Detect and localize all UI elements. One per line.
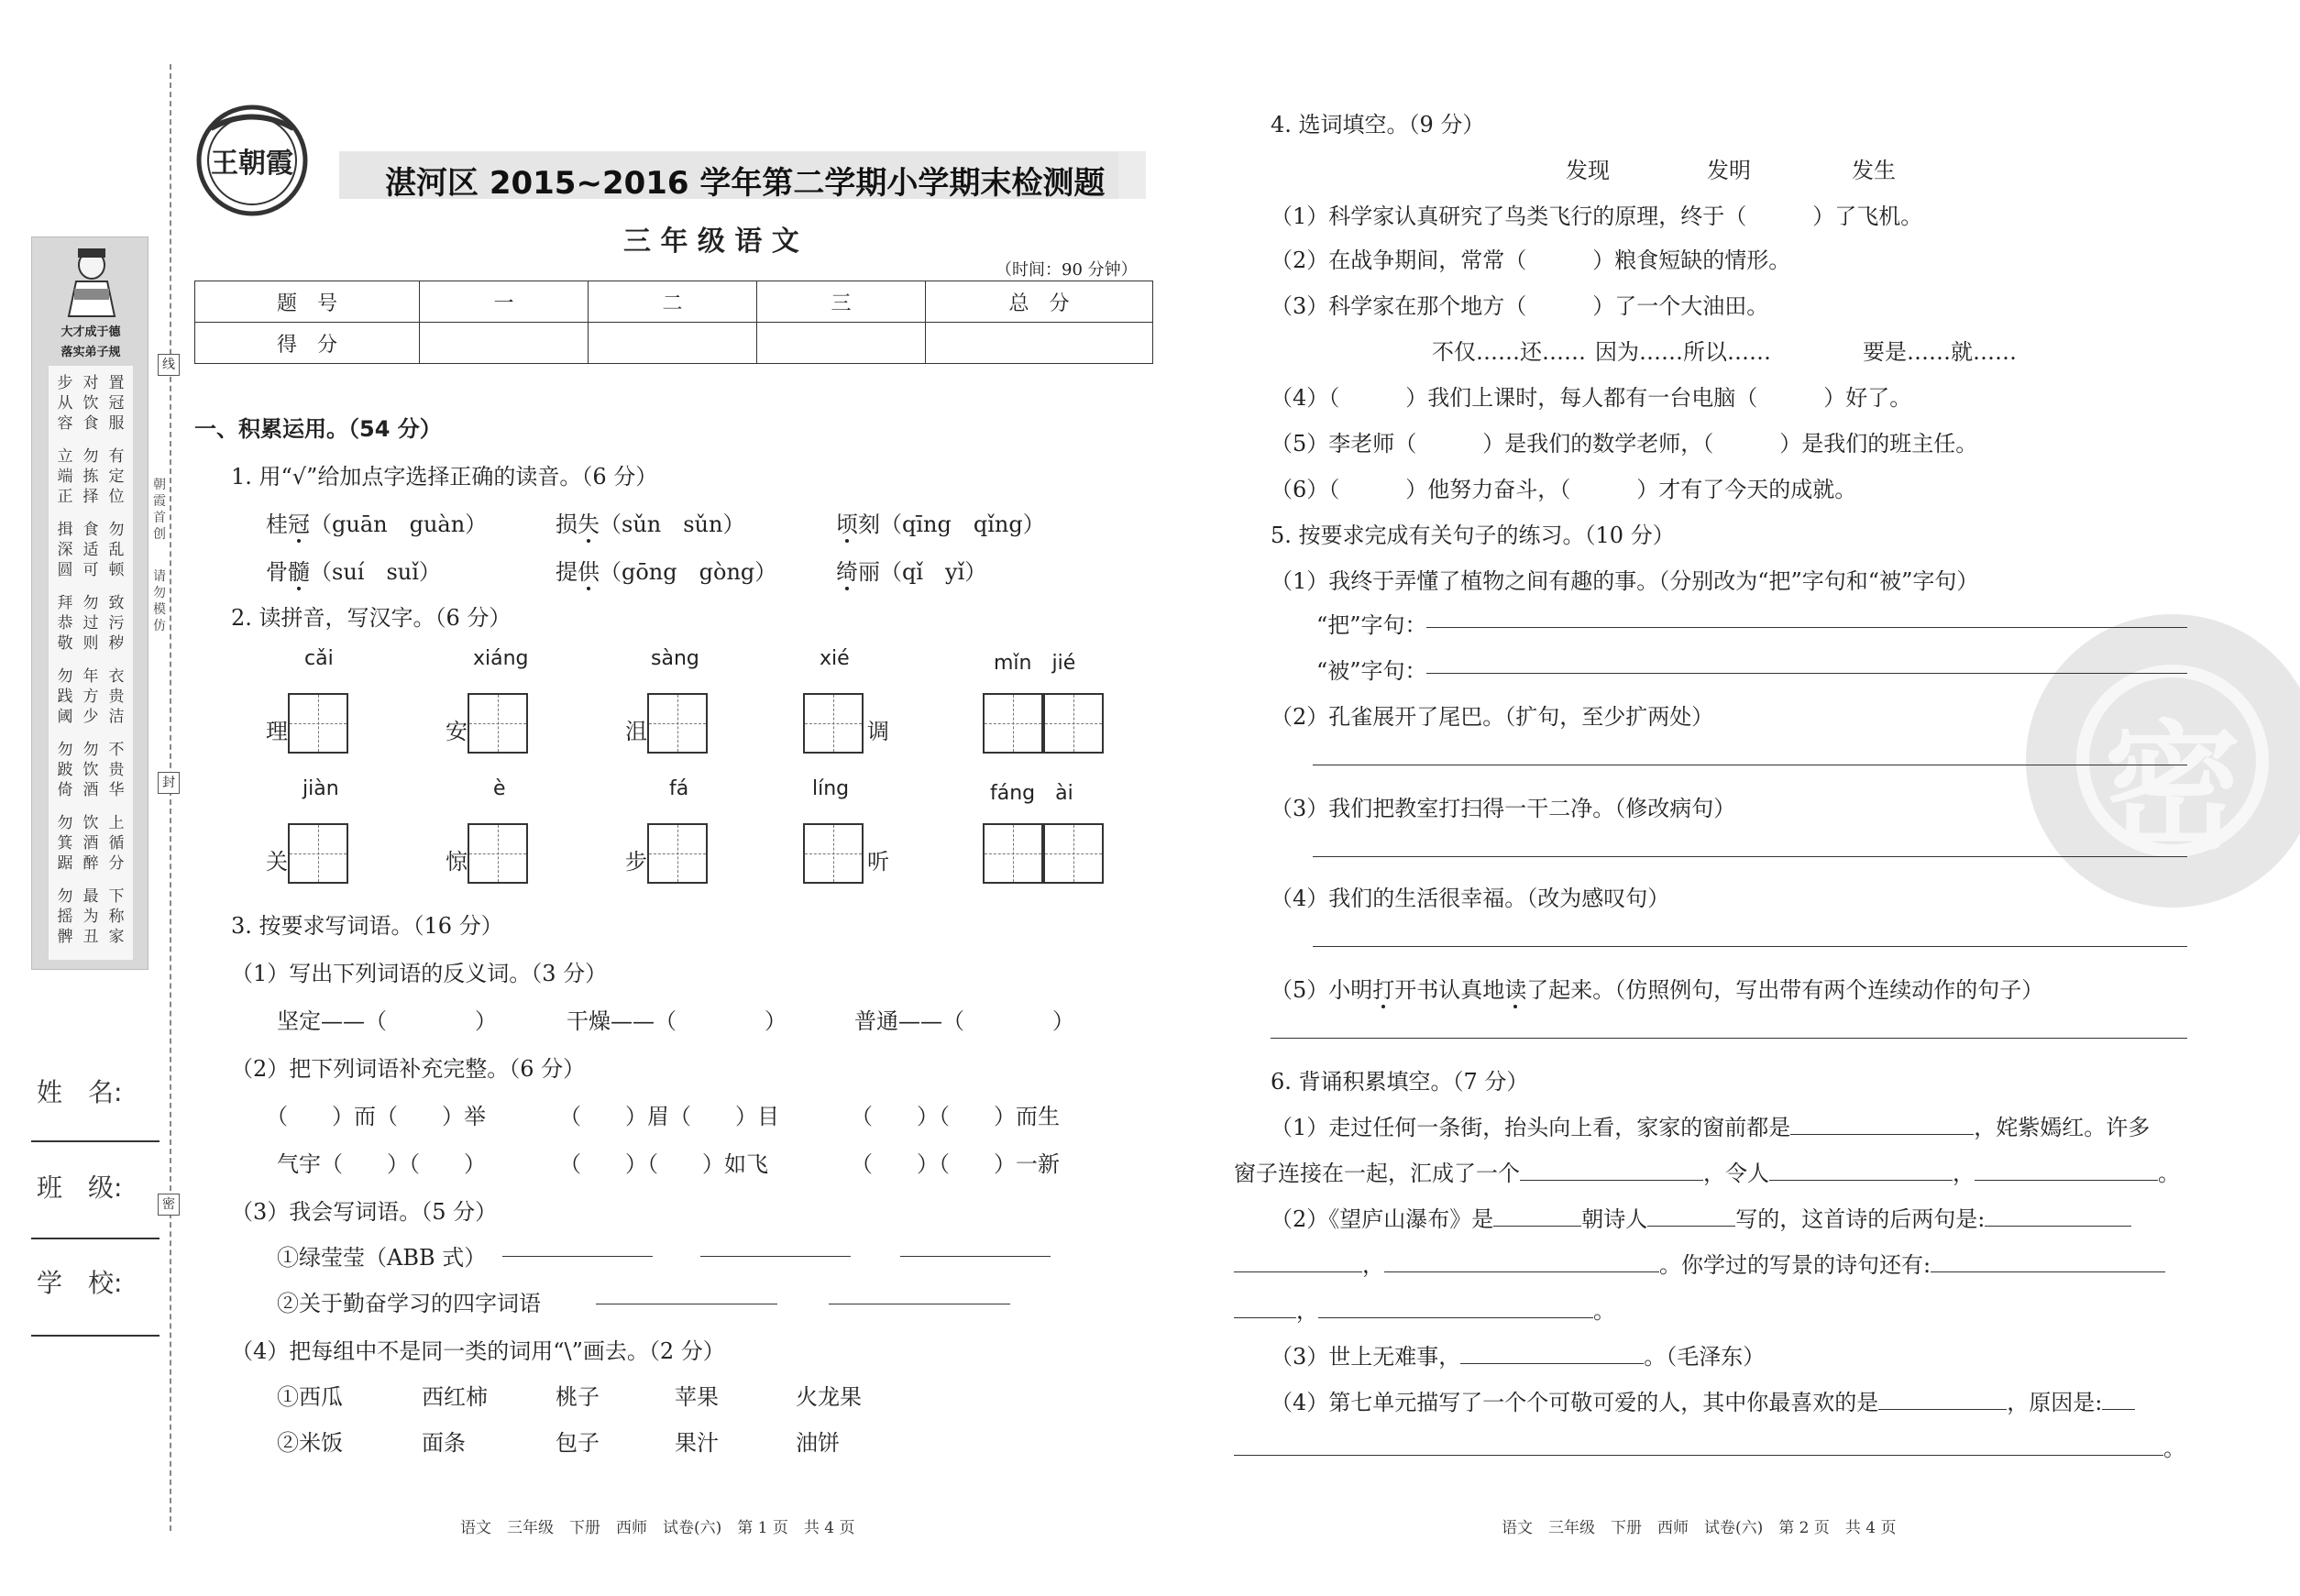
fill-blank[interactable]	[1234, 1436, 2163, 1456]
verse-column: 上循分	[108, 814, 125, 873]
verse-column: 有定位	[108, 447, 125, 506]
word-option[interactable]: 面条	[422, 1430, 466, 1456]
word-option[interactable]: ②米饭	[277, 1430, 343, 1456]
margin-note-1: 朝霞首创	[153, 478, 166, 542]
idiom-item[interactable]: 气宇（ ）（ ）	[277, 1151, 486, 1177]
writing-box[interactable]	[288, 823, 348, 884]
fill-blank[interactable]	[1931, 1252, 2165, 1272]
fill-blank[interactable]	[1975, 1161, 2158, 1181]
section-heading: 一、积累运用。（54 分）	[194, 416, 442, 442]
fill-blank[interactable]	[1318, 1298, 1593, 1318]
verse-column: 勿跛倚	[57, 741, 73, 799]
verse-column: 勿过则	[83, 594, 99, 653]
q3-sub4: （4）把每组中不是同一类的词用“\”画去。（2 分）	[231, 1338, 725, 1364]
word-option[interactable]: 油饼	[796, 1430, 840, 1456]
q3-sub1: （1）写出下列词语的反义词。（3 分）	[231, 961, 608, 986]
sidebar-motto-2: 落实弟子规	[61, 346, 121, 359]
subject-title: 三 年 级 语 文	[623, 226, 799, 258]
ba-label: “把”字句：	[1316, 612, 1427, 638]
page-footer-left: 语文 三年级 下册 西师 试卷(六) 第 1 页 共 4 页	[460, 1519, 855, 1537]
antonym-item[interactable]: 坚定——（ ）	[277, 1008, 497, 1034]
q6-line: ， 。	[1234, 1293, 1615, 1325]
fill-blank[interactable]	[1234, 1298, 1296, 1318]
abb-prompt: ①绿莹莹（ABB 式）	[277, 1245, 487, 1271]
table-cell: 二	[589, 281, 757, 323]
fill-blank[interactable]	[1234, 1252, 1362, 1272]
seal-mark-seal: 封	[158, 772, 180, 794]
verse-column: 拜恭敬	[57, 594, 73, 653]
word-option[interactable]: 苹果	[675, 1384, 719, 1410]
score-cell[interactable]	[757, 323, 926, 364]
q5-title: 5. 按要求完成有关句子的练习。（10 分）	[1271, 523, 1675, 548]
table-cell: 一	[420, 281, 589, 323]
word-choice: 不仅……还……	[1432, 339, 1586, 365]
fill-sentence[interactable]: （1）科学家认真研究了鸟类飞行的原理，终于（ ）了飞机。	[1271, 204, 1923, 229]
q5-sub2: （2）孔雀展开了尾巴。（扩句，至少扩两处）	[1271, 704, 1714, 730]
fill-sentence[interactable]: （6）（ ）他努力奋斗，（ ）才有了今天的成就。	[1271, 477, 1857, 502]
table-cell: 得 分	[195, 323, 420, 364]
fill-sentence[interactable]: （5）李老师（ ）是我们的数学老师，（ ）是我们的班主任。	[1271, 431, 1978, 457]
char-prefix: 沮	[625, 719, 647, 744]
q1-item[interactable]: 桂冠（guān guàn）	[266, 512, 488, 537]
idiom-item[interactable]: （ ）眉（ ）目	[559, 1104, 779, 1129]
sidebar-motto-1: 大才成于德	[61, 325, 121, 339]
word-choice: 因为……所以……	[1595, 339, 1771, 365]
pinyin-label: sàng	[651, 647, 699, 670]
pinyin-label: fáng ài	[990, 782, 1073, 805]
pinyin-label: mǐn jié	[994, 652, 1076, 675]
answer-line[interactable]	[1313, 856, 2187, 857]
pinyin-label: líng	[812, 777, 850, 800]
sidebar-panel	[31, 237, 149, 970]
q6-line: （1）走过任何一条街，抬头向上看，家家的窗前都是 ，姹紫嫣红。许多	[1271, 1115, 2151, 1140]
dizigui-verses	[49, 366, 133, 960]
idiom-item[interactable]: （ ）而（ ）举	[266, 1104, 486, 1129]
score-table-score-row	[195, 323, 1153, 364]
writing-box[interactable]	[288, 693, 348, 754]
q6-title: 6. 背诵积累填空。（7 分）	[1271, 1069, 1529, 1095]
page-footer-right: 语文 三年级 下册 西师 试卷(六) 第 2 页 共 4 页	[1502, 1519, 1897, 1537]
q1-item[interactable]: 顷刻（qīng qǐng）	[836, 512, 1045, 537]
idiom-prompt: ②关于勤奋学习的四字词语	[277, 1291, 541, 1316]
bei-label: “被”字句：	[1316, 658, 1427, 684]
fill-sentence[interactable]: （4）（ ）我们上课时，每人都有一台电脑（ ）好了。	[1271, 385, 1912, 411]
score-cell[interactable]	[420, 323, 589, 364]
idiom-item[interactable]: （ ）（ ）一新	[851, 1151, 1060, 1177]
char-prefix: 惊	[446, 849, 468, 875]
writing-box[interactable]	[1043, 823, 1104, 884]
school-label: 学 校:	[37, 1268, 123, 1298]
fill-sentence[interactable]: （2）在战争期间，常常（ ）粮食短缺的情形。	[1271, 248, 1791, 273]
fill-blank[interactable]	[1769, 1161, 1953, 1181]
name-label: 姓 名:	[37, 1077, 123, 1107]
word-option[interactable]: 火龙果	[796, 1384, 862, 1410]
word-choice: 发现	[1566, 158, 1610, 183]
q1-item[interactable]: 提供（gōng gòng）	[556, 559, 777, 585]
pinyin-label: jiàn	[303, 777, 339, 800]
fill-blank[interactable]	[1985, 1206, 2131, 1227]
answer-line[interactable]	[1313, 946, 2187, 947]
verse-column: 食适可	[83, 521, 99, 579]
word-option[interactable]: 桃子	[556, 1384, 600, 1410]
verse-column: 饮酒醉	[83, 814, 99, 873]
answer-line[interactable]	[1271, 1038, 2187, 1039]
writing-box[interactable]	[983, 693, 1043, 754]
char-prefix: 理	[266, 719, 288, 744]
verse-column: 置冠服	[108, 374, 125, 433]
writing-box[interactable]	[468, 693, 528, 754]
idiom-item[interactable]: （ ）（ ）如飞	[559, 1151, 768, 1177]
fill-blank[interactable]	[1384, 1252, 1659, 1272]
seal-mark-line: 线	[158, 354, 180, 376]
word-option[interactable]: 西红柿	[422, 1384, 488, 1410]
score-table-header-row	[195, 281, 1153, 323]
table-cell: 总 分	[926, 281, 1153, 323]
name-field[interactable]	[31, 1140, 160, 1142]
answer-line[interactable]	[1426, 627, 2187, 628]
binding-line	[170, 64, 171, 1531]
answer-line[interactable]	[502, 1256, 653, 1257]
verse-column: 立端正	[57, 447, 73, 506]
writing-box[interactable]	[647, 823, 708, 884]
exam-title: 湛河区 2015~2016 学年第二学期小学期末检测题	[385, 165, 1106, 202]
q6-line: （4）第七单元描写了一个个可敬可爱的人，其中你最喜欢的是 ，原因是:	[1271, 1384, 2135, 1416]
q3-sub3: （3）我会写词语。（5 分）	[231, 1199, 498, 1225]
answer-line[interactable]	[700, 1256, 851, 1257]
table-cell: 三	[757, 281, 926, 323]
answer-line[interactable]	[1426, 673, 2187, 674]
verse-column: 对饮食	[83, 374, 99, 433]
fill-sentence[interactable]: （3）科学家在那个地方（ ）了一个大油田。	[1271, 293, 1769, 319]
q1-item[interactable]: 骨髓（suí suǐ）	[266, 559, 441, 585]
margin-note-2: 请勿模仿	[153, 569, 166, 633]
verse-column: 不贵华	[108, 741, 125, 799]
verse-column: 勿乱顿	[108, 521, 125, 579]
char-prefix: 关	[266, 849, 288, 875]
word-choice: 发生	[1852, 158, 1896, 183]
q6-line: 窗子连接在一起，汇成了一个 ，令人 ， 。	[1234, 1161, 2180, 1186]
writing-box[interactable]	[803, 693, 864, 754]
writing-box[interactable]	[1043, 693, 1104, 754]
class-label: 班 级:	[37, 1172, 123, 1203]
q1-item[interactable]: 损失（sǔn sǔn）	[556, 512, 745, 537]
pinyin-label: fá	[669, 777, 689, 800]
verse-column: 年方少	[83, 667, 99, 726]
brand-logo-icon	[193, 101, 312, 220]
fill-blank[interactable]	[1460, 1344, 1644, 1364]
q4-title: 4. 选词填空。（9 分）	[1271, 112, 1485, 138]
school-field[interactable]	[31, 1335, 160, 1337]
writing-box[interactable]	[803, 823, 864, 884]
writing-box[interactable]	[983, 823, 1043, 884]
score-table	[194, 281, 1153, 364]
q6-line: 。	[1234, 1430, 2185, 1462]
verse-column: 勿践阈	[57, 667, 73, 726]
fill-blank[interactable]	[1878, 1390, 2007, 1410]
verse-column: 最为丑	[83, 887, 99, 946]
brand-logo-text: 王朝霞	[211, 148, 293, 180]
verse-column: 勿箕踞	[57, 814, 73, 873]
verse-column: 勿饮酒	[83, 741, 99, 799]
q5-sub1: （1）我终于弄懂了植物之间有趣的事。（分别改为“把”字句和“被”字句）	[1271, 568, 1979, 594]
fill-blank[interactable]	[2102, 1390, 2135, 1410]
char-prefix: 步	[625, 849, 647, 875]
word-option[interactable]: ①西瓜	[277, 1384, 343, 1410]
q3-sub2: （2）把下列词语补充完整。（6 分）	[231, 1056, 586, 1082]
fill-blank[interactable]	[1493, 1206, 1581, 1227]
score-cell[interactable]	[926, 323, 1153, 364]
verse-column: 勿拣择	[83, 447, 99, 506]
char-suffix: 调	[867, 719, 889, 744]
antonym-item[interactable]: 普通——（ ）	[854, 1008, 1074, 1034]
writing-box[interactable]	[647, 693, 708, 754]
watermark-char: 密	[2103, 709, 2241, 868]
word-choice: 要是……就……	[1863, 339, 2017, 365]
idiom-item[interactable]: （ ）（ ）而生	[851, 1104, 1060, 1129]
pinyin-label: cǎi	[304, 647, 334, 670]
verse-column: 揖深圆	[57, 521, 73, 579]
q1-title: 1. 用“√”给加点字选择正确的读音。（6 分）	[231, 464, 658, 490]
fill-blank[interactable]	[1790, 1115, 1974, 1135]
q5-sub4: （4）我们的生活很幸福。（改为感叹句）	[1271, 886, 1670, 911]
verse-column: 衣贵洁	[108, 667, 125, 726]
word-choice: 发明	[1707, 158, 1751, 183]
writing-box[interactable]	[468, 823, 528, 884]
q1-item[interactable]: 绮丽（qǐ yǐ）	[836, 559, 987, 585]
q6-line: （2）《望庐山瀑布》是 朝诗人 写的，这首诗的后两句是:	[1271, 1201, 2131, 1233]
pinyin-label: è	[493, 777, 506, 800]
exam-time: （时间：90 分钟）	[996, 260, 1138, 280]
verse-column: 勿摇髀	[57, 887, 73, 946]
pinyin-label: xié	[820, 647, 850, 670]
word-option[interactable]: 包子	[556, 1430, 600, 1456]
word-option[interactable]: 果汁	[675, 1430, 719, 1456]
q5-sub3: （3）我们把教室打扫得一干二净。（修改病句）	[1271, 796, 1736, 821]
class-field[interactable]	[31, 1238, 160, 1239]
char-prefix: 安	[446, 719, 468, 744]
char-suffix: 听	[867, 849, 889, 875]
answer-line[interactable]	[900, 1256, 1051, 1257]
score-cell[interactable]	[589, 323, 757, 364]
table-cell: 题 号	[195, 281, 420, 323]
q3-title: 3. 按要求写词语。（16 分）	[231, 913, 503, 939]
q2-title: 2. 读拼音，写汉字。（6 分）	[231, 605, 512, 631]
q5-sub5: （5）小明打开书认真地读了起来。（仿照例句，写出带有两个连续动作的句子）	[1271, 977, 2044, 1003]
antonym-item[interactable]: 干燥——（ ）	[567, 1008, 787, 1034]
seal-mark-secret: 密	[158, 1194, 180, 1216]
fill-blank[interactable]	[1520, 1161, 1703, 1181]
pinyin-label: xiáng	[473, 647, 529, 670]
fill-blank[interactable]	[1647, 1206, 1735, 1227]
q6-line: ， 。你学过的写景的诗句还有:	[1234, 1247, 2165, 1279]
verse-column: 下称家	[108, 887, 125, 946]
verse-column: 致污秽	[108, 594, 125, 653]
verse-column: 步从容	[57, 374, 73, 433]
q6-line: （3）世上无难事， 。（毛泽东）	[1271, 1344, 1766, 1370]
scholar-illustration-icon	[60, 245, 124, 318]
